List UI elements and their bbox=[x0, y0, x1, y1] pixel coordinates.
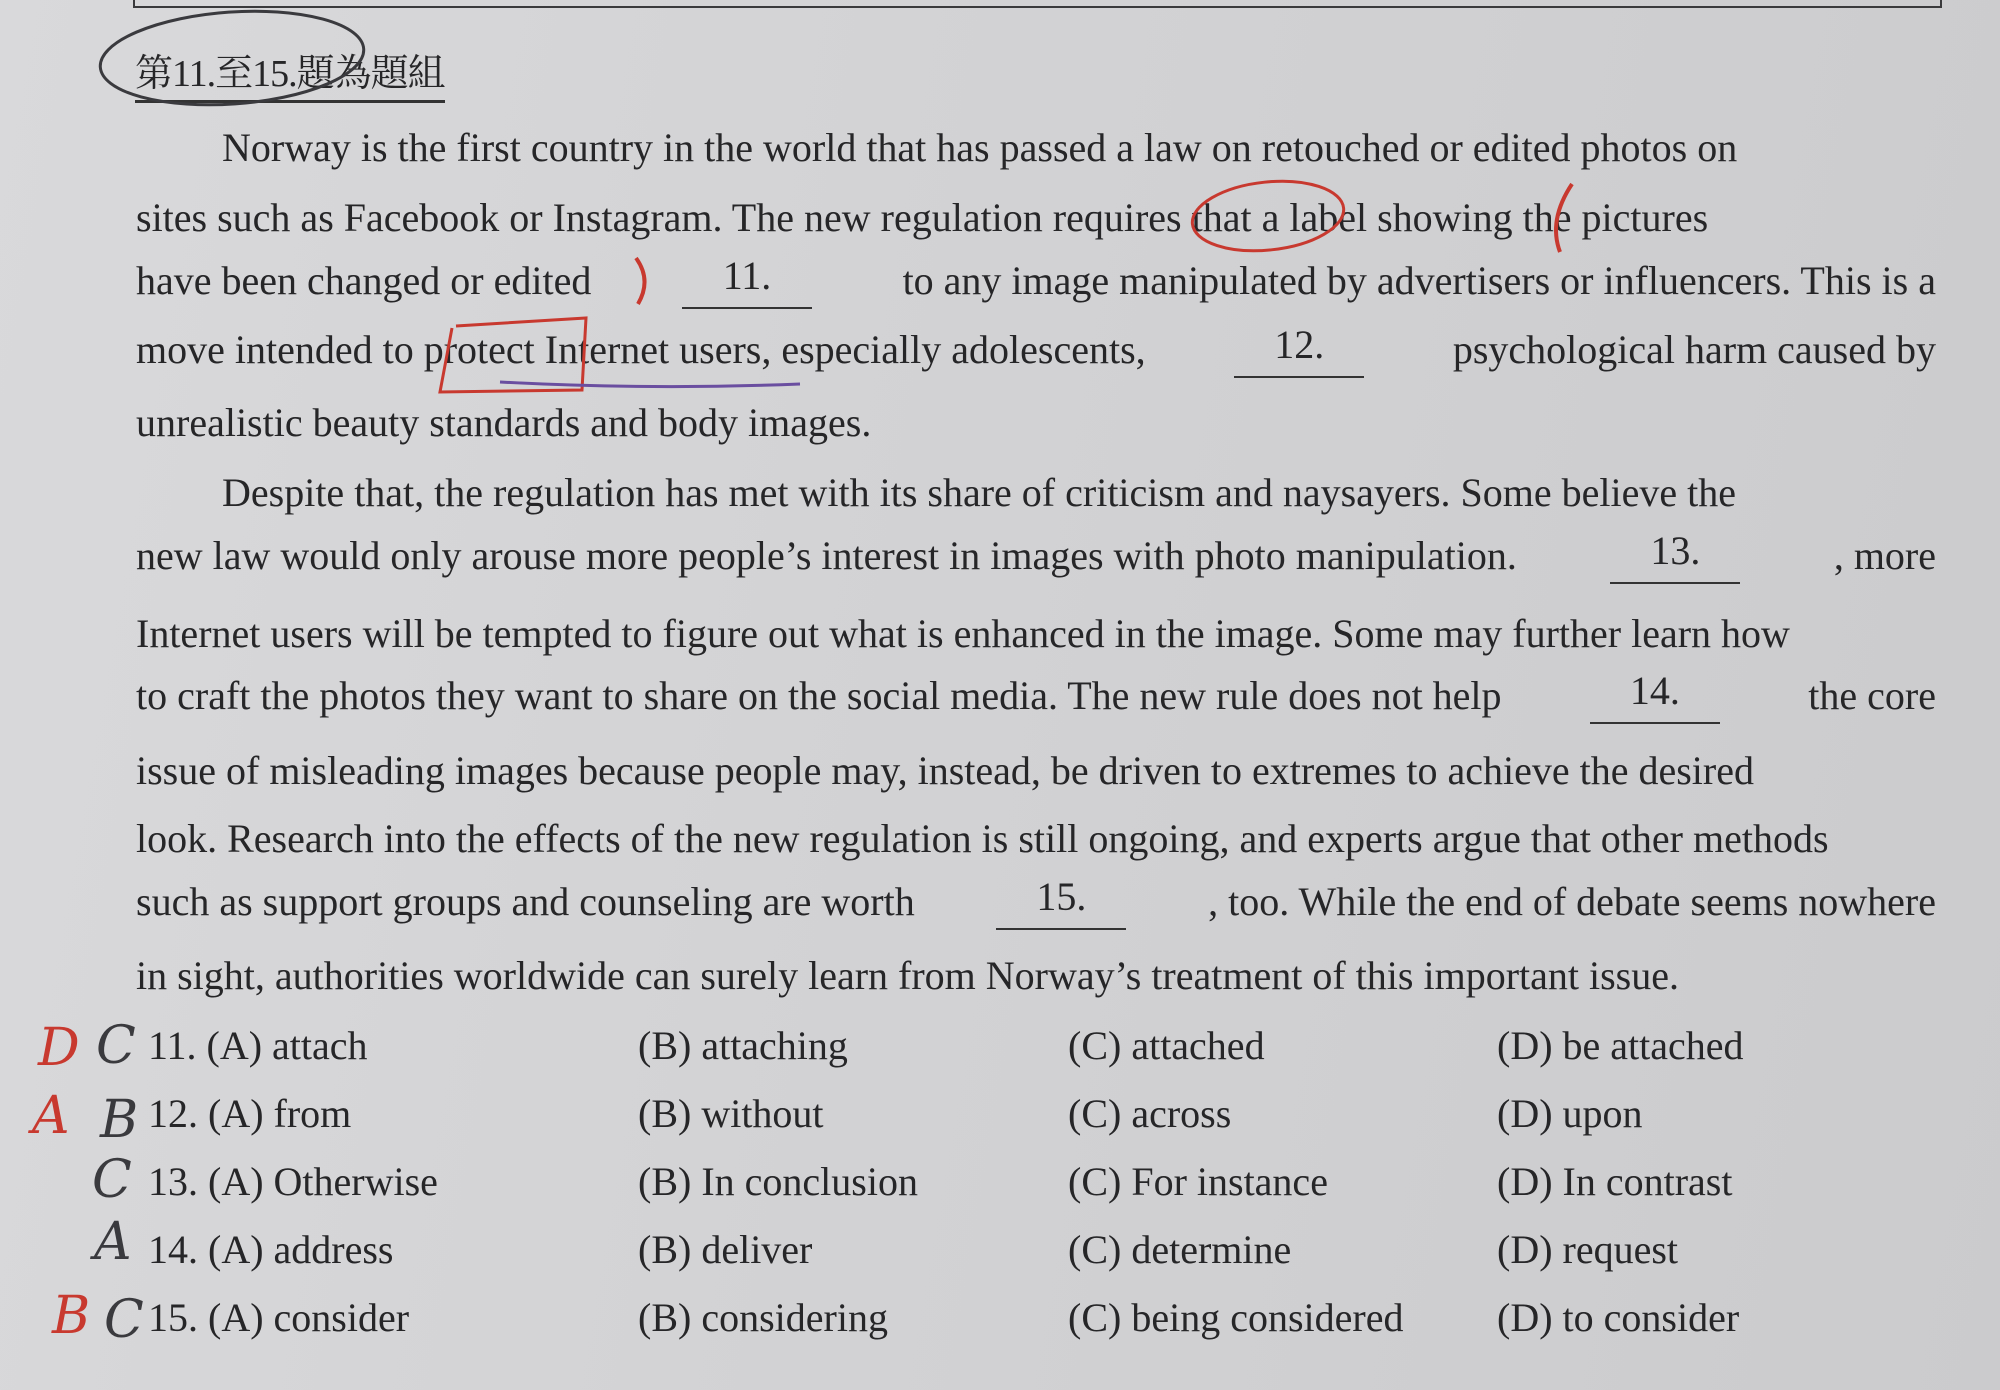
passage-line bbox=[136, 528, 1936, 584]
question-15-option-b[interactable]: (B) considering bbox=[638, 1295, 888, 1340]
question-15-option-a[interactable] bbox=[148, 1288, 409, 1348]
question-11-option-a[interactable] bbox=[148, 1016, 368, 1076]
handwritten-answer-15-dark: C bbox=[104, 1290, 144, 1350]
question-number: 11. bbox=[148, 1023, 197, 1068]
passage-line bbox=[136, 190, 1936, 246]
option-text: (A) address bbox=[208, 1227, 394, 1272]
question-13-option-a[interactable] bbox=[148, 1152, 438, 1212]
passage-line bbox=[136, 668, 1936, 724]
question-14 bbox=[0, 1220, 2000, 1280]
line-text: new law would only arouse more people’s interest in images with photo manipulation. bbox=[136, 533, 1517, 578]
handwritten-answer-15-red: B bbox=[52, 1286, 91, 1346]
question-15-option-d[interactable]: (D) to consider bbox=[1497, 1295, 1740, 1340]
question-12-option-d[interactable]: (D) upon bbox=[1497, 1091, 1643, 1136]
question-15-option-c[interactable]: (C) being considered bbox=[1068, 1295, 1404, 1340]
line-text: move intended to protect Internet users, especially adolescents, bbox=[136, 327, 1146, 372]
line-text: psychological harm caused by bbox=[1452, 327, 1936, 372]
question-14-option-b[interactable]: (B) deliver bbox=[638, 1227, 813, 1272]
line-text: unrealistic beauty standards and body images. bbox=[136, 400, 872, 445]
line-text: look. Research into the effects of the new regulation is still ongoing, and experts argue that other methods bbox=[136, 816, 1829, 861]
line-text: Internet users will be tempted to figure out what is enhanced in the image. Some may further learn how bbox=[136, 611, 1790, 656]
handwritten-answer-12-red: A bbox=[32, 1086, 70, 1146]
blank-13: 13. bbox=[1610, 528, 1740, 584]
question-14-option-d[interactable]: (D) request bbox=[1497, 1227, 1679, 1272]
top-border bbox=[133, 0, 1942, 8]
question-15 bbox=[0, 1288, 2000, 1348]
passage-line bbox=[136, 948, 1936, 1004]
blank-12: 12. bbox=[1234, 322, 1364, 378]
line-text: Norway is the first country in the world that has passed a law on retouched or edited photos on bbox=[222, 125, 1738, 170]
question-number: 13. bbox=[148, 1159, 198, 1204]
handwritten-answer-13-dark: C bbox=[92, 1150, 132, 1210]
line-text: issue of misleading images because people may, instead, be driven to extremes to achieve the desired bbox=[136, 748, 1754, 793]
question-number: 14. bbox=[148, 1227, 198, 1272]
passage-line bbox=[136, 322, 1936, 378]
question-11-option-b[interactable]: (B) attaching bbox=[638, 1023, 848, 1068]
line-text: the core bbox=[1808, 673, 1936, 718]
line-text: to craft the photos they want to share on the social media. The new rule does not help bbox=[136, 673, 1502, 718]
line-text: such as support groups and counseling are worth bbox=[136, 879, 915, 924]
handwritten-answer-12-dark: B bbox=[100, 1090, 139, 1150]
question-12-option-a[interactable] bbox=[148, 1084, 351, 1144]
passage-line bbox=[136, 874, 1936, 930]
handwritten-answer-14-dark: A bbox=[94, 1212, 132, 1272]
passage-line bbox=[136, 811, 1936, 867]
question-11-option-c[interactable]: (C) attached bbox=[1068, 1023, 1265, 1068]
question-13-option-d[interactable]: (D) In contrast bbox=[1497, 1159, 1733, 1204]
question-12 bbox=[0, 1084, 2000, 1144]
question-14-option-a[interactable] bbox=[148, 1220, 394, 1280]
question-11-option-d[interactable]: (D) be attached bbox=[1497, 1023, 1744, 1068]
question-13 bbox=[0, 1152, 2000, 1212]
line-text: , too. While the end of debate seems nowhere bbox=[1208, 879, 1936, 924]
blank-14: 14. bbox=[1590, 668, 1720, 724]
question-12-option-c[interactable]: (C) across bbox=[1068, 1091, 1232, 1136]
question-number: 12. bbox=[148, 1091, 198, 1136]
handwritten-answer-11-dark: C bbox=[96, 1016, 136, 1076]
line-text: have been changed or edited bbox=[136, 258, 592, 303]
line-text: , more bbox=[1833, 533, 1936, 578]
option-text: (A) consider bbox=[208, 1295, 410, 1340]
question-13-option-b[interactable]: (B) In conclusion bbox=[638, 1159, 918, 1204]
question-number: 15. bbox=[148, 1295, 198, 1340]
section-heading: 第11.至15.題為題組 bbox=[135, 50, 445, 103]
passage-line bbox=[136, 465, 1936, 521]
question-14-option-c[interactable]: (C) determine bbox=[1068, 1227, 1292, 1272]
line-text: to any image manipulated by advertisers or influencers. This is a bbox=[902, 258, 1936, 303]
blank-11: 11. bbox=[682, 253, 812, 309]
line-text: in sight, authorities worldwide can surely learn from Norway’s treatment of this important issue. bbox=[136, 953, 1679, 998]
option-text: (A) Otherwise bbox=[208, 1159, 438, 1204]
option-text: (A) attach bbox=[206, 1023, 368, 1068]
line-text: sites such as Facebook or Instagram. The new regulation requires that a label showing the pictures bbox=[136, 195, 1709, 240]
passage-line bbox=[136, 253, 1936, 309]
blank-15: 15. bbox=[996, 874, 1126, 930]
question-11 bbox=[0, 1016, 2000, 1076]
passage-line bbox=[136, 120, 1936, 176]
line-text: Despite that, the regulation has met with its share of criticism and naysayers. Some believe the bbox=[222, 470, 1737, 515]
handwritten-answer-11-red: D bbox=[38, 1018, 80, 1078]
question-12-option-b[interactable]: (B) without bbox=[638, 1091, 824, 1136]
passage-line bbox=[136, 395, 1936, 451]
passage-line bbox=[136, 606, 1936, 662]
passage-line bbox=[136, 743, 1936, 799]
question-13-option-c[interactable]: (C) For instance bbox=[1068, 1159, 1328, 1204]
option-text: (A) from bbox=[208, 1091, 352, 1136]
